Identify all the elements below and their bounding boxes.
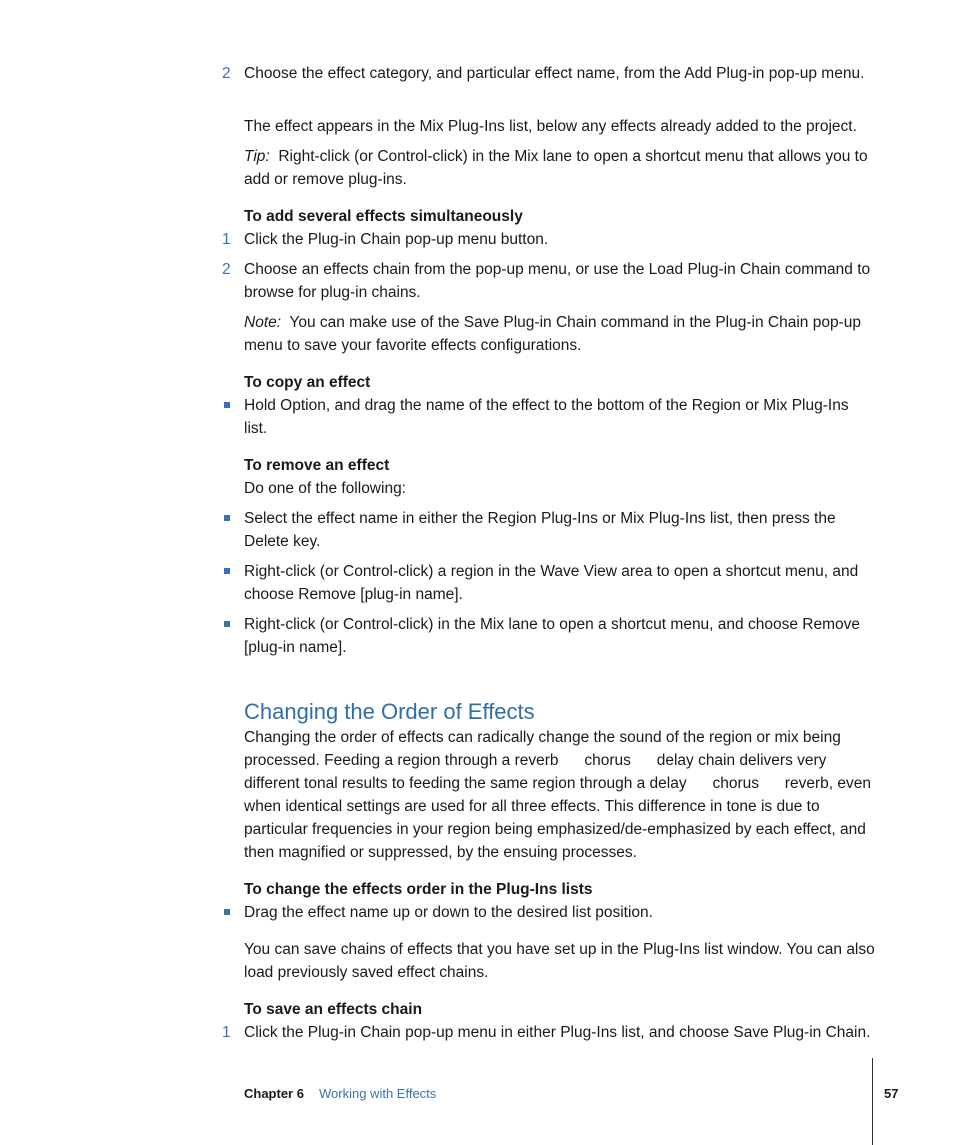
body-paragraph: You can save chains of effects that you have set up in the Plug-Ins list window. You can also load previously saved effect chains. <box>244 941 875 981</box>
task-heading: To save an effects chain <box>244 1001 423 1018</box>
bullet-text: Right-click (or Control-click) in the Mix lane to open a shortcut menu, and choose Remove [plug-in name]. <box>244 616 860 656</box>
page-number: 57 <box>884 1086 899 1101</box>
footer-chapter: Chapter 6 <box>244 1086 304 1101</box>
bullet-marker <box>224 909 230 915</box>
tip-label: Tip: <box>244 148 270 165</box>
bullet-text: Hold Option, and drag the name of the effect to the bottom of the Region or Mix Plug-Ins list. <box>244 397 849 437</box>
bullet-marker <box>224 621 230 627</box>
step-number: 1 <box>222 1024 231 1041</box>
note-paragraph <box>244 311 876 357</box>
step-text: Click the Plug-in Chain pop-up menu in either Plug-Ins list, and choose Save Plug-in Chain. <box>244 1024 871 1041</box>
step-text: Click the Plug-in Chain pop-up menu button. <box>244 231 549 248</box>
tip-text: Right-click (or Control-click) in the Mix lane to open a shortcut menu that allows you to add or remove plug-ins. <box>244 148 868 188</box>
bullet-text: Drag the effect name up or down to the desired list position. <box>244 904 653 921</box>
step-text: Choose an effects chain from the pop-up menu, or use the Load Plug-in Chain command to browse for plug-in chains. <box>244 261 871 301</box>
footer-chapter-name: Working with Effects <box>319 1086 437 1101</box>
body-paragraph: The effect appears in the Mix Plug-Ins list, below any effects already added to the project. <box>244 118 857 135</box>
section-title: Changing the Order of Effects <box>244 699 535 724</box>
footer-divider <box>872 1058 873 1145</box>
body-paragraph: Changing the order of effects can radically change the sound of the region or mix being processed. Feeding a region through a reverb chorus delay chain delivers very different tonal results to feeding the same region through a delay chorus reverb, even when identical settings are used for all three effects. This difference in tone is due to particular frequencies in your region being emphasized/de-emphasized by each effect, and then magnified or suppressed, by the ensuing processes. <box>244 729 876 861</box>
bullet-text: Select the effect name in either the Region Plug-Ins or Mix Plug-Ins list, then press the Delete key. <box>244 510 836 550</box>
task-heading: To copy an effect <box>244 374 371 391</box>
body-paragraph: Do one of the following: <box>244 480 406 497</box>
bullet-marker <box>224 568 230 574</box>
step-text: Choose the effect category, and particular effect name, from the Add Plug-in pop-up menu. <box>244 65 865 82</box>
task-heading: To add several effects simultaneously <box>244 208 523 225</box>
bullet-marker <box>224 515 230 521</box>
note-label: Note: <box>244 314 282 331</box>
step-number: 1 <box>222 231 231 248</box>
task-heading: To remove an effect <box>244 457 390 474</box>
step-number: 2 <box>222 261 231 278</box>
bullet-marker <box>224 402 230 408</box>
tip-paragraph <box>244 145 876 191</box>
bullet-text: Right-click (or Control-click) a region in the Wave View area to open a shortcut menu, and choose Remove [plug-in name]. <box>244 563 859 603</box>
note-text: You can make use of the Save Plug-in Chain command in the Plug-in Chain pop-up menu to save your favorite effects configurations. <box>244 314 861 354</box>
step-number: 2 <box>222 65 231 82</box>
task-heading: To change the effects order in the Plug-Ins lists <box>244 881 593 898</box>
